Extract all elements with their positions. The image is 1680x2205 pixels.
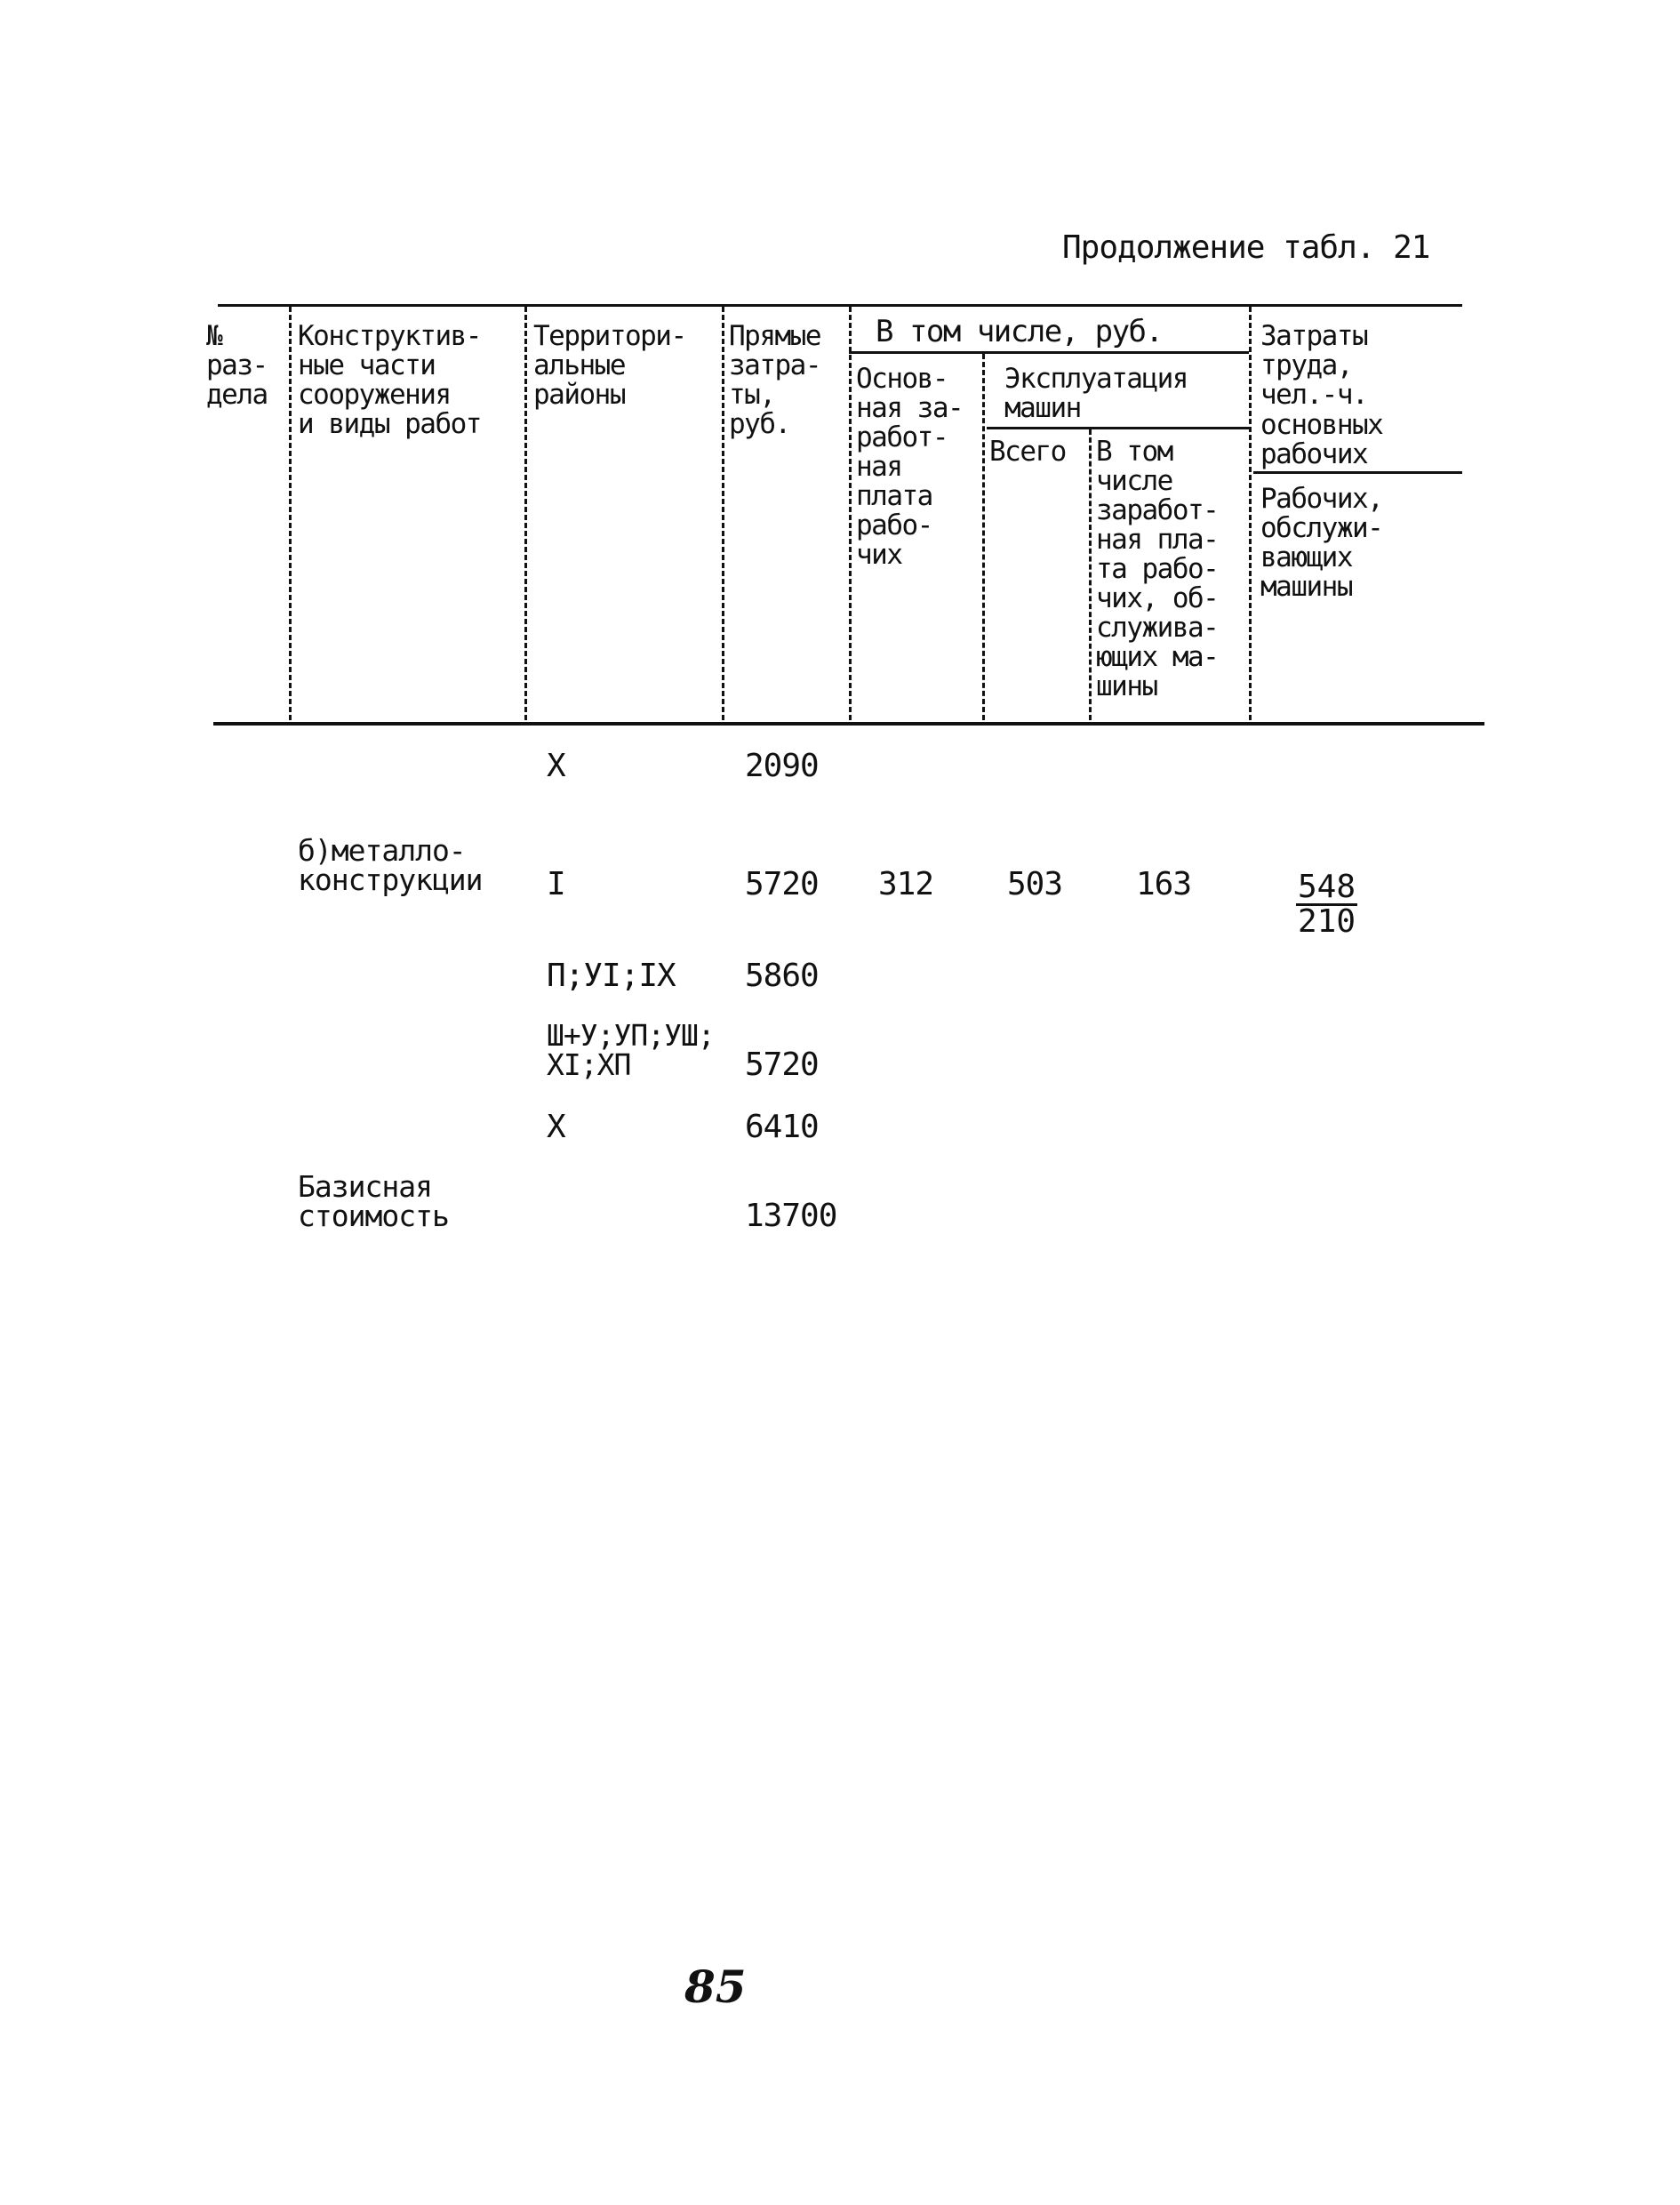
header-including-rub: В том числе, руб. [876, 314, 1163, 349]
cell-machine-total: 503 [1007, 866, 1063, 902]
cell-machine-wage: 163 [1136, 866, 1192, 902]
table-continuation-label: Продолжение табл. 21 [1062, 229, 1430, 266]
cell-region: X [547, 748, 565, 784]
cell-direct-cost: 13700 [745, 1198, 837, 1234]
cell-structural-part: Базисная стоимость [298, 1169, 449, 1233]
header-machine-wage: В том числе заработ- ная пла- та рабо- чих, об- служива- ющих ма- шины [1096, 436, 1219, 702]
cell-structural-part: б)металло- конструкции [298, 833, 483, 897]
header-main-workers: основных рабочих [1260, 409, 1383, 470]
labor-main-value: 548 [1298, 869, 1356, 905]
col-divider [1089, 429, 1092, 720]
col-divider [849, 307, 852, 720]
header-direct-costs: Прямые затра- ты, руб. [729, 320, 820, 440]
cell-region: П;УI;IX [547, 958, 676, 994]
labor-machine-value: 210 [1298, 903, 1356, 940]
cell-direct-cost: 5860 [745, 958, 819, 994]
header-structural-parts: Конструктив- ные части сооружения и виды работ [298, 320, 481, 440]
header-base-wage: Основ- ная за- работ- ная плата рабо- чих [856, 363, 964, 571]
cell-direct-cost: 6410 [745, 1109, 819, 1145]
cell-region: Ш+У;УП;УШ; XI;XП [547, 1018, 715, 1082]
header-section-no: № раз- дела [206, 320, 268, 411]
header-top-rule [218, 304, 1462, 307]
machines-subrule [987, 427, 1249, 429]
header-labor-costs: Затраты труда, чел.-ч. [1260, 320, 1368, 411]
header-territorial-regions: Территори- альные районы [533, 320, 686, 411]
labor-subrule [1253, 471, 1462, 474]
col-divider [524, 307, 527, 720]
col-divider [722, 307, 724, 720]
col-divider [289, 307, 292, 720]
col-divider [1249, 307, 1252, 720]
cell-direct-cost: 5720 [745, 1046, 819, 1083]
cell-region: X [547, 1109, 565, 1145]
col-divider [982, 354, 985, 720]
cell-base-wage: 312 [878, 866, 934, 902]
cell-direct-cost: 2090 [745, 748, 819, 784]
cell-labor-fraction [1296, 871, 1357, 938]
cell-direct-cost: 5720 [745, 866, 819, 902]
cell-region: I [547, 866, 565, 902]
header-machine-operation: Эксплуатация машин [1004, 363, 1188, 424]
including-subrule [849, 351, 1249, 354]
header-machine-total: Всего [989, 436, 1066, 468]
header-bottom-rule [213, 722, 1484, 726]
page-number: 85 [684, 1960, 747, 2013]
header-machine-workers: Рабочих, обслужи- вающих машины [1260, 483, 1383, 603]
